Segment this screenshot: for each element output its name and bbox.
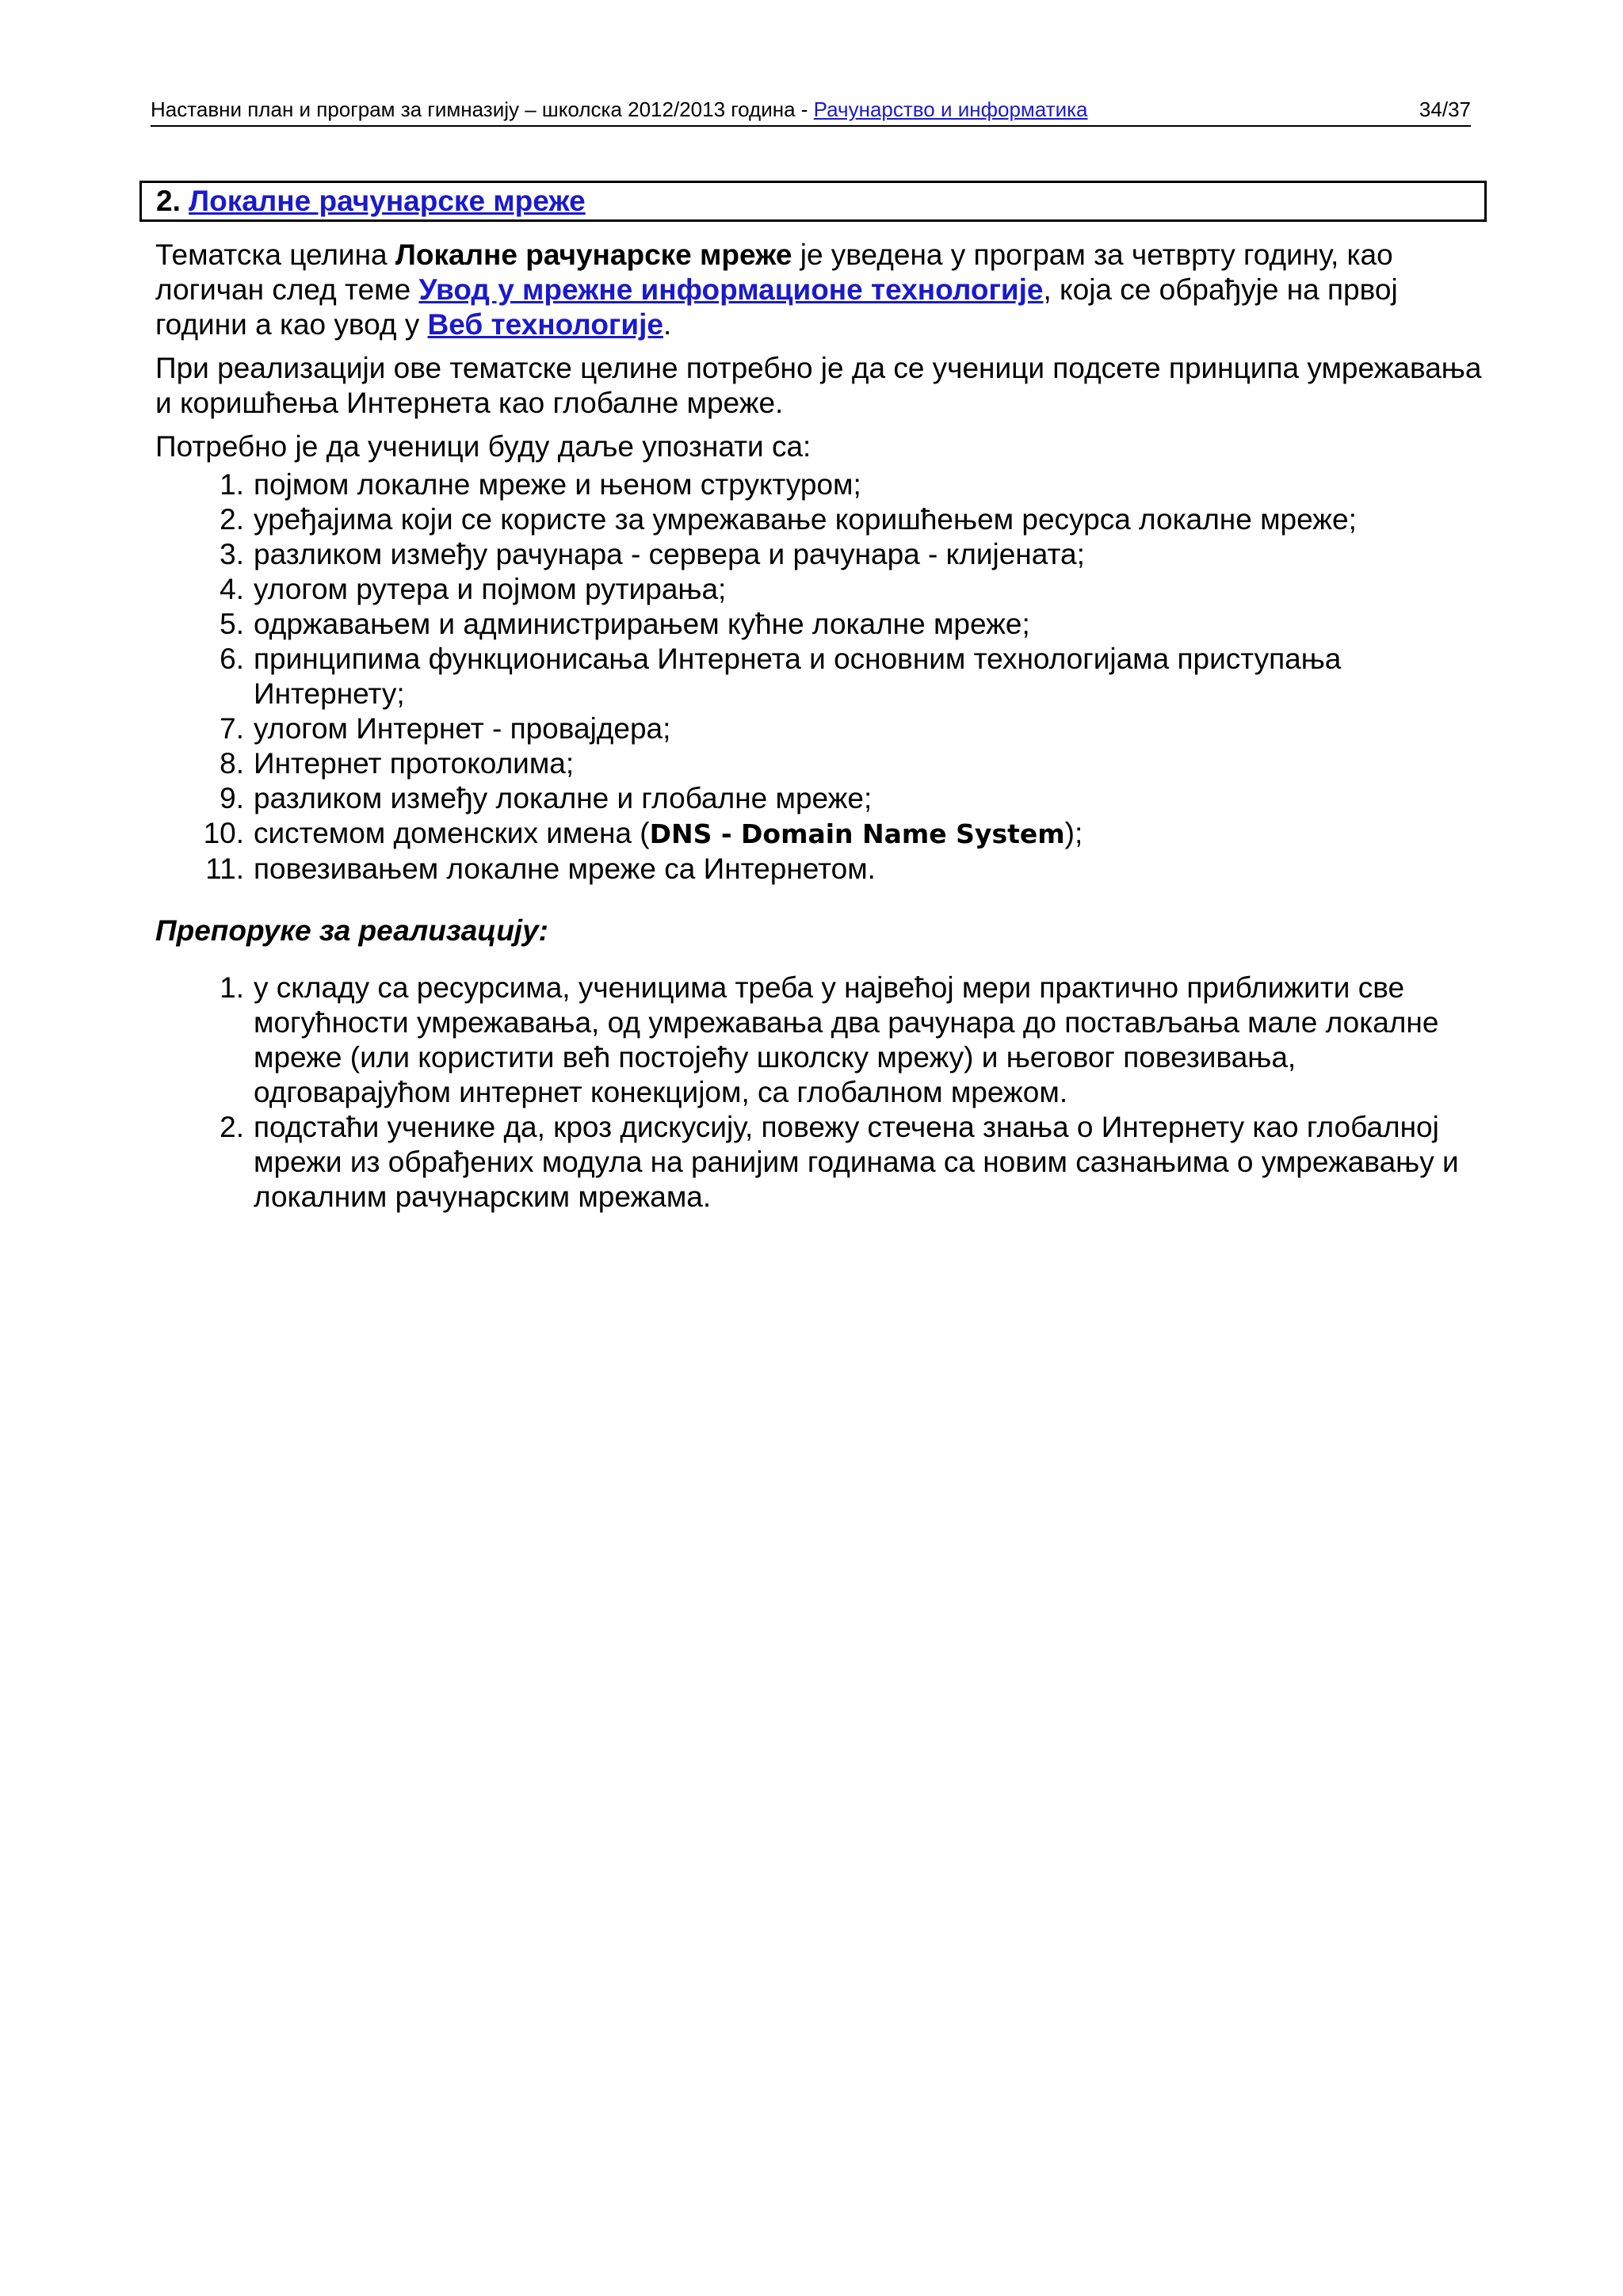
list-item: 11. повезивањем локалне мреже са Интернетом. [205, 852, 876, 885]
list-item: 10. системом доменских имена (DNS - Domain Name System); [203, 817, 1083, 849]
header-subject-link[interactable]: Рачунарство и информатика [813, 97, 1088, 121]
dns-term: DNS - Domain Name System [649, 818, 1065, 849]
list-item: 1. у складу са ресурсима, ученицима треба у највећој мери практично приближити све могућности умрежавања, од умрежавања два рачунара до постављања мале локалне мреже (или користити већ постојећу школску мрежу) и његовог повезивања, одговарајућом интернет конекцијом, са глобалном мрежом. [220, 971, 1439, 1108]
goals-list [155, 467, 1487, 887]
recommendations-list [155, 971, 1487, 1215]
list-item: 9. разликом између локалне и глобалне мреже; [220, 782, 873, 814]
main-content [155, 238, 1487, 1215]
page-header [151, 93, 1471, 127]
topic-name: Локалне рачунарске мреже [395, 238, 792, 271]
list-item: 2. уређајима који се користе за умрежавање коришћењем ресурса локалне мреже; [220, 503, 1357, 536]
header-title: Наставни план и програм за гимназију – школска 2012/2013 година - Рачунарство и информатика [151, 97, 1088, 121]
page-number: 34/37 [1419, 97, 1471, 121]
paragraph-review: При реализацији ове тематске целине потребно је да се ученици подсете принципа умрежавања и коришћења Интернета као глобалне мреже. [155, 352, 1482, 419]
web-tech-link[interactable]: Веб технологије [427, 308, 663, 341]
list-item: 8. Интернет протоколима; [220, 747, 575, 780]
intro-network-tech-link[interactable]: Увод у мрежне информационе технологије [418, 273, 1044, 306]
list-item: 1. појмом локалне мреже и њеном структуром; [220, 468, 861, 501]
list-item: 4. улогом рутера и појмом рутирања; [220, 573, 727, 605]
list-item: 6. принципима функционисања Интернета и основним технологијама приступања Интернету; [220, 643, 1342, 710]
list-item: 5. одржавањем и администрирањем кућне локалне мреже; [220, 608, 1030, 640]
recommendations-heading: Препоруке за реализацију: [155, 914, 548, 947]
section-title-link[interactable]: Локалне рачунарске мреже [189, 185, 586, 217]
paragraph-goals-intro: Потребно је да ученици буду даље упознати са: [155, 430, 812, 463]
list-item: 2. подстаћи ученике да, кроз дискусију, повежу стечена знања о Интернету као глобалној мрежи из обрађених модула на ранијим годинама са новим сазнањима о умрежавању и локалним рачунарским мрежама. [220, 1111, 1459, 1213]
list-item: 3. разликом између рачунара - сервера и рачунара - клијената; [220, 538, 1085, 570]
section-number: 2. [156, 185, 181, 217]
intro-paragraph: Тематска целина Локалне рачунарске мреже је уведена у програм за четврту годину, као логичан след теме Увод у мрежне информационе технологије, која се обрађује на првој години а као увод у Веб технологије. [155, 238, 1398, 341]
section-heading [139, 181, 1487, 222]
list-item: 7. улогом Интернет - провајдера; [220, 712, 671, 745]
